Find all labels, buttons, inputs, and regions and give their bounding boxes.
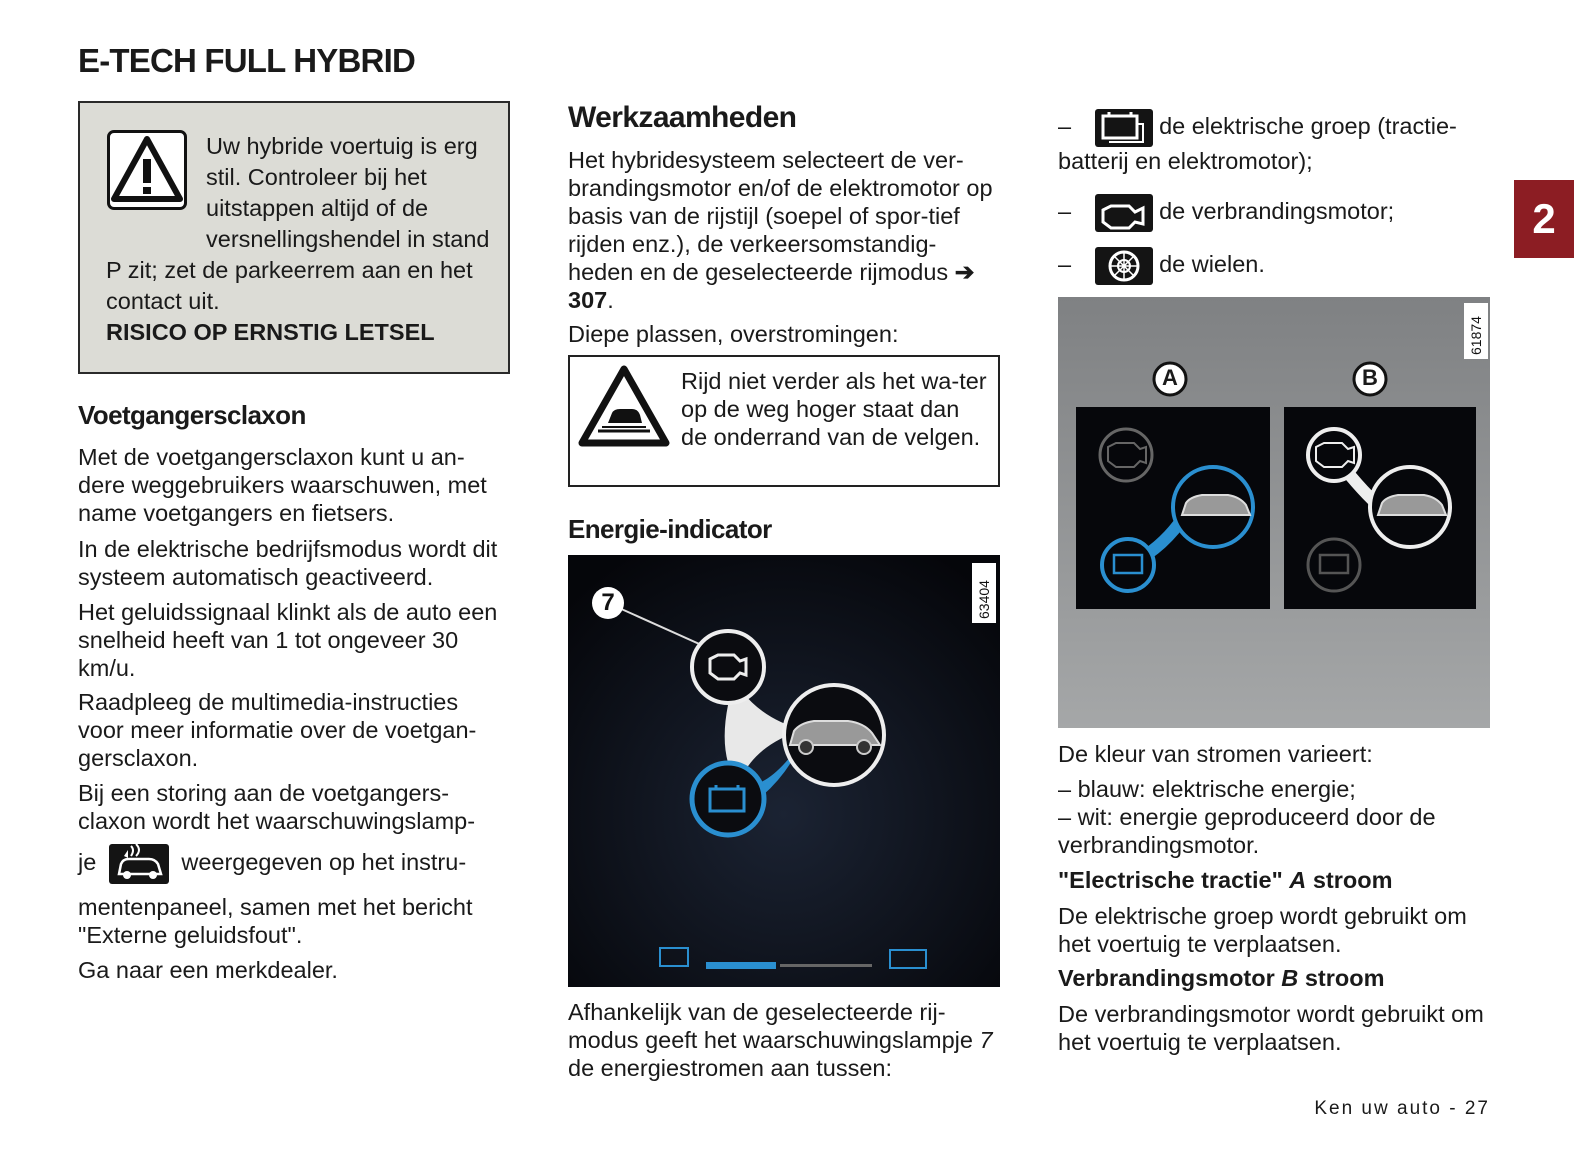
list-item: – de wielen.	[1058, 245, 1490, 285]
pedestrian-horn-warning-icon	[109, 844, 169, 884]
wheel-icon	[1095, 247, 1153, 285]
p-b: De verbrandingsmotor wordt gebruikt om het voertuig te verplaatsen.	[1058, 1001, 1484, 1055]
callout-7: 7	[601, 589, 615, 616]
figure2-id: 61874	[1468, 316, 1484, 355]
list-item: – de elektrische groep (tractie- batterij en elektromotor);	[1058, 109, 1490, 175]
heading-a	[1058, 866, 1490, 894]
page-title: E-TECH FULL HYBRID	[78, 42, 415, 79]
label-a: A	[1162, 365, 1178, 390]
warning-risk: RISICO OP ERNSTIG LETSEL	[106, 319, 435, 345]
energie-caption-num: 7	[979, 1027, 993, 1053]
kleur-item-blue: – blauw: elektrische energie;	[1058, 776, 1356, 802]
voetganger-je: je	[78, 849, 97, 875]
caution-text: Rijd niet verder als het wa-ter op de weg hoger staat dan de onderrand van de velgen.	[681, 368, 987, 450]
heading-a-post: stroom	[1312, 867, 1393, 893]
label-b: B	[1362, 365, 1378, 390]
flood-warning-icon	[578, 365, 670, 452]
warning-text: Uw hybride voertuig is erg stil. Controleer bij het uitstappen altijd of de versnellingshendel in stand P zit; zet de parkeerrem aan en het contact uit.	[106, 133, 490, 314]
voetganger-p7: Ga naar een merkdealer.	[78, 957, 338, 983]
werkzaamheden-p2: Diepe plassen, overstromingen:	[568, 321, 899, 347]
energie-caption-b: de energiestromen aan tussen:	[568, 1055, 892, 1081]
battery-motor-icon	[1095, 109, 1153, 147]
voetganger-p4: Raadpleeg de multimedia-instructies voor meer informatie over de voetgan-gersclaxon.	[78, 689, 477, 771]
kleur-item-white: – wit: energie geproduceerd door de verbrandingsmotor.	[1058, 804, 1436, 858]
page-reference-end: .	[607, 287, 614, 313]
engine-icon	[1095, 194, 1153, 232]
energy-flow-figure	[1058, 297, 1490, 728]
list-text-wheels: de wielen.	[1159, 251, 1265, 277]
werkzaamheden-p1: Het hybridesysteem selecteert de ver-brandingsmotor en/of de elektromotor op basis van de rijstijl (soepel of spor-tief rijden enz.), de verkeersomstandig-heden en de geselecteerde rijmodus	[568, 147, 993, 285]
voetganger-p6c: mentenpaneel, samen met het bericht "Externe geluidsfout".	[78, 894, 473, 948]
voetganger-p1: Met de voetgangersclaxon kunt u an-dere weggebruikers waarschuwen, met name voetgangers en fietsers.	[78, 444, 487, 526]
page-reference[interactable]: ➔ 307	[568, 259, 975, 313]
list-text-electric: de elektrische groep (tractie-	[1159, 113, 1457, 140]
heading-b-post: stroom	[1304, 965, 1385, 991]
werkzaamheden-heading: Werkzaamheden	[568, 101, 797, 134]
page-footer: Ken uw auto - 27	[1314, 1098, 1490, 1119]
list-item: – de verbrandingsmotor;	[1058, 192, 1490, 232]
voetganger-p6b: weergegeven op het instru-	[181, 849, 467, 875]
heading-b-letter: B	[1281, 965, 1299, 991]
warning-box	[78, 101, 510, 374]
voetganger-heading: Voetgangersclaxon	[78, 400, 306, 430]
kleur-intro: De kleur van stromen varieert:	[1058, 741, 1373, 767]
p-a: De elektrische groep wordt gebruikt om het voertuig te verplaatsen.	[1058, 903, 1467, 957]
caution-box	[568, 355, 1000, 487]
heading-b	[1058, 964, 1490, 992]
energie-caption-a: Afhankelijk van de geselecteerde rij-modus geeft het waarschuwingslampje	[568, 999, 973, 1053]
voetganger-p2: In de elektrische bedrijfsmodus wordt dit systeem automatisch geactiveerd.	[78, 536, 498, 590]
list-text-engine: de verbrandingsmotor;	[1159, 198, 1395, 224]
figure-id: 63404	[976, 580, 992, 619]
heading-a-pre: "Electrische tractie"	[1058, 867, 1283, 893]
energy-indicator-figure	[568, 555, 1000, 987]
voetganger-p3: Het geluidssignaal klinkt als de auto een snelheid heeft van 1 tot ongeveer 30 km/u.	[78, 599, 498, 681]
energie-heading: Energie-indicator	[568, 514, 772, 544]
heading-a-letter: A	[1289, 867, 1307, 893]
heading-b-pre: Verbrandingsmotor	[1058, 965, 1275, 991]
chapter-tab: 2	[1514, 180, 1574, 258]
list-text-electric-cont: batterij en elektromotor);	[1058, 148, 1313, 174]
voetganger-p5: Bij een storing aan de voetgangers-claxon wordt het waarschuwingslamp-	[78, 780, 476, 834]
